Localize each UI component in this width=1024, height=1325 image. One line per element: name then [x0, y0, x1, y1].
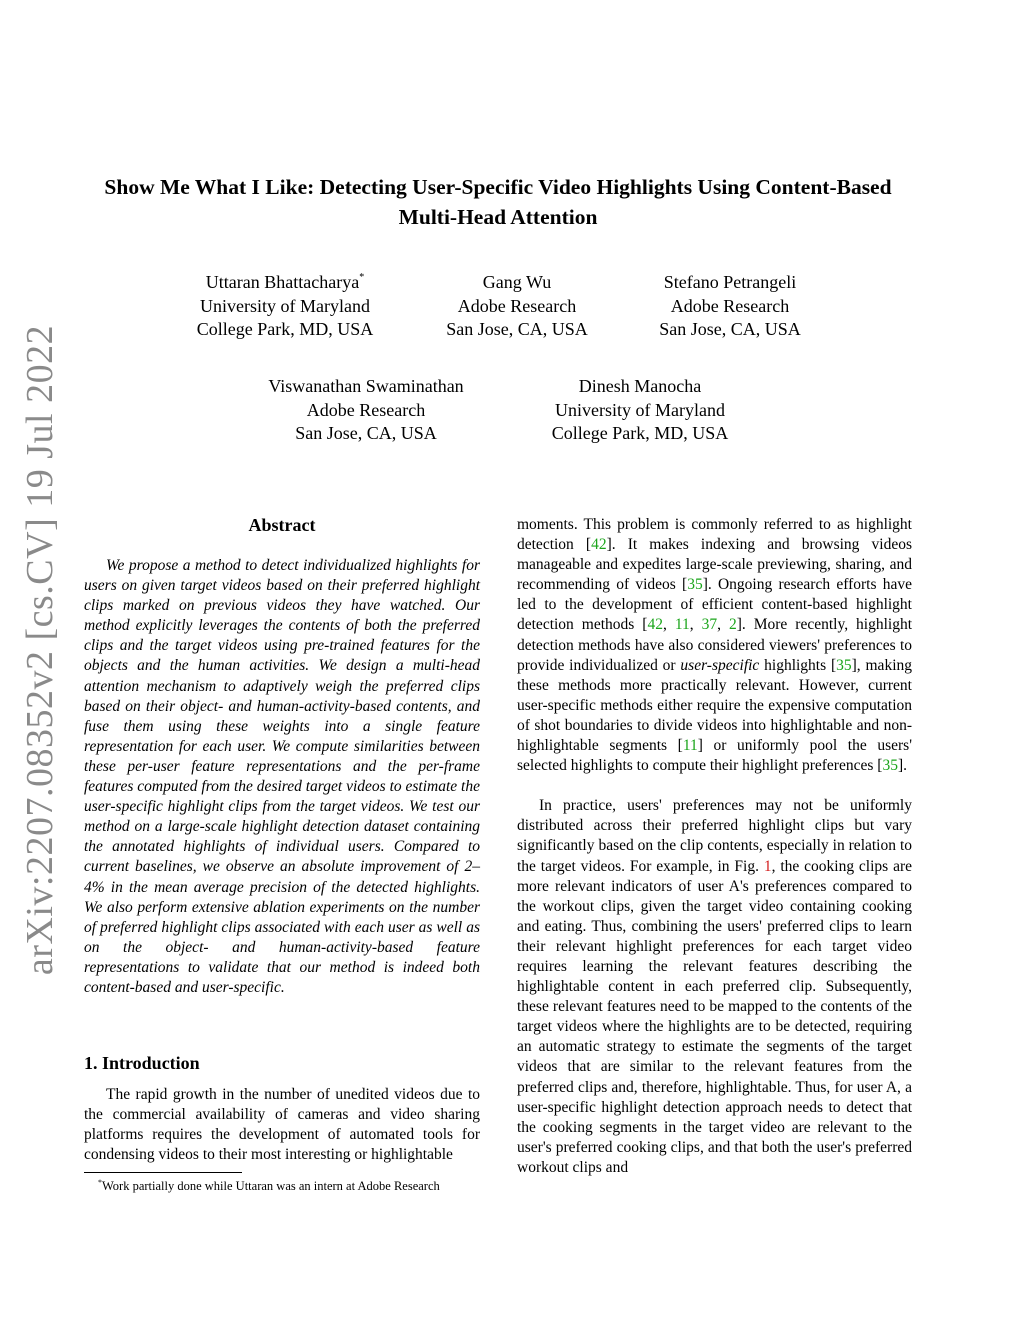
footnote-text: Work partially done while Uttaran was an intern at Adobe Research [102, 1179, 440, 1193]
footnote-mark: * [359, 272, 365, 283]
paper-title: Show Me What I Like: Detecting User-Specific Video Highlights Using Content-Based Multi-Head Attention [104, 175, 892, 229]
author-location: San Jose, CA, USA [295, 423, 437, 443]
intro-paragraph-continued: moments. This problem is commonly referred to as highlight detection [42]. It makes indexing and browsing videos manageable and expedites large-scale previewing, sharing, and recommending of videos [35]. Ongoing research efforts have led to the development of efficient content-based highlight detection methods [42, 11, 37, 2]. More recently, highlight detection methods have also considered viewers' preferences to provide individualized or user-specific highlights [35], making these methods more practically relevant. However, current user-specific methods either require the expensive computation of shot boundaries to divide videos into highlightable and non-highlightable segments [11] or uniformly pool the users' selected highlights to compute their highlight preferences [35]. [517, 516, 913, 775]
author-name: Stefano Petrangeli [663, 272, 797, 292]
author-name: Dinesh Manocha [578, 376, 702, 396]
author-block [540, 375, 740, 446]
citation-link[interactable]: 35 [882, 757, 898, 775]
author-name: Viswanathan Swaminathan [268, 376, 464, 396]
footnote-mark: * [98, 1178, 102, 1187]
author-block [437, 271, 597, 342]
introduction-paragraph: The rapid growth in the number of unedited videos due to the commercial availability of cameras and video sharing platforms requires the development of automated tools for condensing videos to their most interesting or highlightable [84, 1086, 480, 1164]
citation-link[interactable]: 37 [701, 616, 718, 634]
footnote-divider [84, 1172, 242, 1173]
author-block [185, 271, 385, 342]
citation-link[interactable]: 42 [591, 536, 607, 554]
author-block [256, 375, 476, 446]
author-name: Gang Wu [482, 272, 552, 292]
abstract-body [84, 556, 480, 998]
footnote [98, 1178, 440, 1194]
author-location: San Jose, CA, USA [446, 319, 588, 339]
intro-paragraph: In practice, users' preferences may not be uniformly distributed across their preferred highlight clips but vary significantly based on the clip contents, especially in relation to the target videos. For example, in Fig. 1, the cooking clips are more relevant indicators of user A's preferences compared to the workout clips, given the target video containing cooking and eating. Thus, combining the users' preferred clips to learn their relevant highlight preferences for each target video requires learning the relevant features describing the highlightable content in each preferred clip. Subsequently, these relevant features need to be mapped to the contents of the target videos where the highlights are to be detected, requiring an automatic strategy to estimate the segments of the target videos that are similar to the relevant features from the preferred clips and, therefore, highlightable. Thus, for user A, a user-specific highlight detection approach needs to detect that the cooking segments in the target video are relevant to the user's preferred cooking clips, and that both the user's preferred workout clips and [517, 797, 912, 1176]
arxiv-identifier: arXiv:2207.08352v2 [cs.CV] 19 Jul 2022 [19, 324, 61, 976]
introduction-heading: 1. Introduction [84, 1053, 200, 1073]
right-column-body [517, 515, 912, 1178]
author-name: Uttaran Bhattacharya [205, 272, 360, 292]
author-location: College Park, MD, USA [551, 423, 729, 443]
citation-link[interactable]: 35 [836, 656, 852, 674]
citation-link[interactable]: 11 [674, 616, 690, 634]
author-location: College Park, MD, USA [196, 319, 374, 339]
citation-link[interactable]: 35 [687, 576, 703, 594]
author-affiliation: University of Maryland [200, 295, 370, 316]
author-affiliation: Adobe Research [306, 399, 426, 420]
abstract-paragraph: We propose a method to detect individualized highlights for users on given target videos based on their preferred highlight clips marked on previous videos they have watched. Our method explicitly leverages the contents of both the preferred clips and the target videos using pre-trained features for the objects and the human activities. We design a multi-head attention mechanism to adaptively weigh the preferred clips based on their object- and human-activity-based contents, and fuse them using these weights into a single feature representation for each user. We compute similarities between these per-user feature representations and the per-frame features computed from the desired target videos to estimate the user-specific highlight clips from the target videos. We test our method on a large-scale highlight detection dataset containing the annotated highlights of individual users. Compared to current baselines, we observe an absolute improvement of 2–4% in the mean average precision of the detected highlights. We also perform extensive ablation experiments on the number of preferred highlight clips associated with each user as well as on the object- and human-activity-based feature representations to validate that our method is indeed both content-based and user-specific. [84, 557, 480, 996]
author-affiliation: Adobe Research [457, 295, 577, 316]
author-affiliation: Adobe Research [670, 295, 790, 316]
emphasis-text: user-specific [680, 656, 760, 674]
citation-link[interactable]: 11 [682, 737, 698, 755]
author-location: San Jose, CA, USA [659, 319, 801, 339]
citation-link[interactable]: 2 [728, 616, 737, 634]
author-block [650, 271, 810, 342]
abstract-heading: Abstract [248, 515, 316, 535]
figure-link[interactable]: 1 [763, 857, 772, 875]
introduction-body [84, 1085, 480, 1165]
citation-link[interactable]: 42 [647, 616, 663, 634]
author-affiliation: University of Maryland [555, 399, 725, 420]
